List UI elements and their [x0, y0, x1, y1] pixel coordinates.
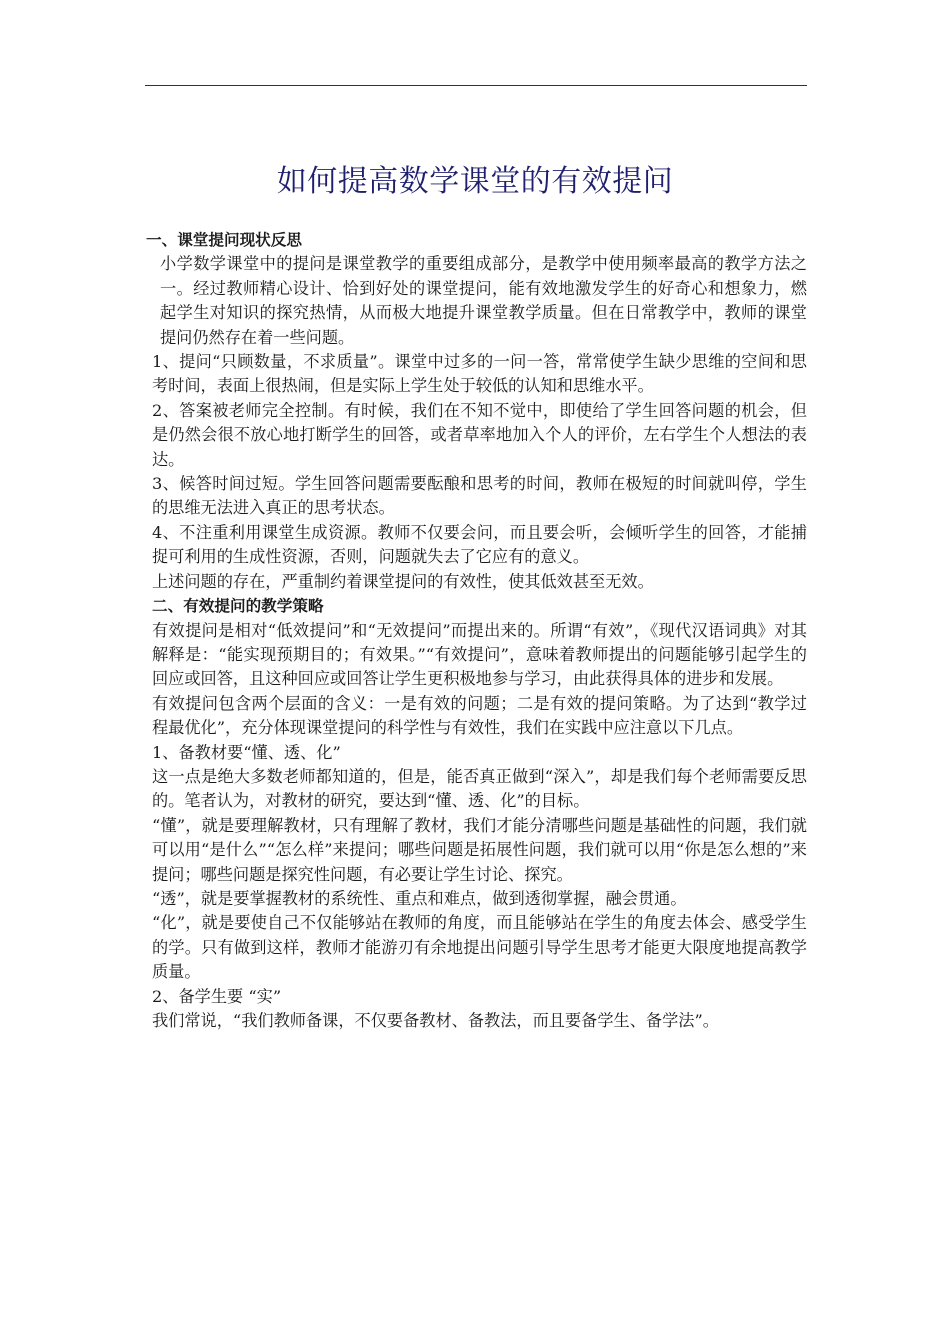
header-rule: [145, 85, 807, 86]
section-heading-1: 一、课堂提问现状反思: [146, 231, 302, 249]
paragraph: 小学数学课堂中的提问是课堂教学的重要组成部分，是教学中使用频率最高的教学方法之一。经过教师精心设计、恰到好处的课堂提问，能有效地激发学生的好奇心和想象力，燃起学生对知识的探究热情，从而极大地提升课堂教学质量。但在日常教学中，教师的课堂提问仍然存在着一些问题。: [160, 254, 807, 347]
paragraph: 2、答案被老师完全控制。有时候，我们在不知不觉中，即使给了学生回答问题的机会，但是仍然会很不放心地打断学生的回答，或者草率地加入个人的评价，左右学生个人想法的表达。: [152, 400, 807, 469]
paragraph: 上述问题的存在，严重制约着课堂提问的有效性，使其低效甚至无效。: [152, 571, 654, 591]
paragraph: 我们常说，“我们教师备课，不仅要备教材、备教法，而且要备学生、备学法”。: [152, 1011, 719, 1030]
paragraph: 1、提问“只顾数量，不求质量”。课堂中过多的一问一答，常常使学生缺少思维的空间和思考时间，表面上很热闹，但是实际上学生处于较低的认知和思维水平。: [152, 352, 807, 396]
subheading: 2、备学生要 “实”: [152, 986, 282, 1006]
subheading: 1、备教材要“懂、透、化”: [152, 742, 341, 762]
paragraph: 有效提问包含两个层面的含义：一是有效的问题；二是有效的提问策略。为了达到“教学过程最优化”，充分体现课堂提问的科学性与有效性，我们在实践中应注意以下几点。: [152, 693, 807, 738]
paragraph: “透”，就是要掌握教材的系统性、重点和难点，做到透彻掌握，融会贯通。: [152, 888, 687, 908]
paragraph: “懂”，就是要理解教材，只有理解了教材，我们才能分清哪些问题是基础性的问题，我们就可以用“是什么”“怎么样”来提问；哪些问题是拓展性问题，我们就可以用“你是怎么想的”来提问；哪些问题是探究性问题，有必要让学生讨论、探究。: [152, 815, 807, 884]
paragraph: 有效提问是相对“低效提问”和“无效提问”而提出来的。所谓“有效”，《现代汉语词典》对其解释是：“能实现预期目的；有效果。”“有效提问”，意味着教师提出的问题能够引起学生的回应或回答，且这种回应或回答让学生更积极地参与学习，由此获得具体的进步和发展。: [152, 620, 807, 689]
paragraph: 这一点是绝大多数老师都知道的，但是，能否真正做到“深入”，却是我们每个老师需要反思的。笔者认为，对教材的研究，要达到“懂、透、化”的目标。: [152, 766, 807, 811]
paragraph: “化”，就是要使自己不仅能够站在教师的角度，而且能够站在学生的角度去体会、感受学生的学。只有做到这样，教师才能游刃有余地提出问题引导学生思考才能更大限度地提高教学质量。: [152, 913, 807, 982]
paragraph: 4、不注重利用课堂生成资源。教师不仅要会问，而且要会听，会倾听学生的回答，才能捕捉可利用的生成性资源，否则，问题就失去了它应有的意义。: [152, 522, 807, 567]
document-body: [146, 228, 807, 1033]
paragraph: 3、候答时间过短。学生回答问题需要酝酿和思考的时间，教师在极短的时间就叫停，学生的思维无法进入真正的思考状态。: [152, 474, 807, 518]
document-title: 如何提高数学课堂的有效提问: [276, 164, 674, 199]
section-heading-2: 二、有效提问的教学策略: [152, 597, 324, 616]
